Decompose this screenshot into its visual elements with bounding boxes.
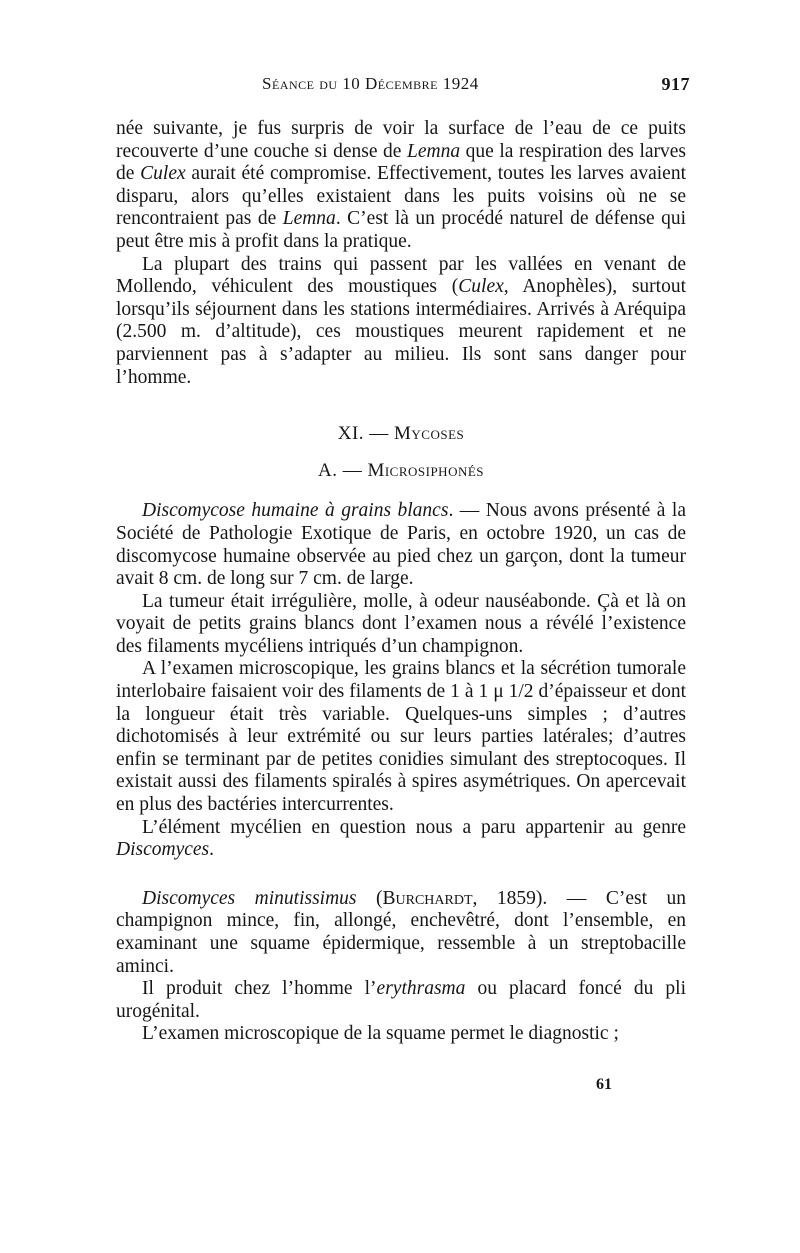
running-title: Séance du 10 Décembre 1924 bbox=[262, 74, 479, 93]
italic-genus: Discomyces bbox=[116, 839, 210, 861]
signature-number: 61 bbox=[596, 1076, 612, 1093]
text-span: ou placard foncé du pli urogénital. bbox=[116, 978, 686, 1022]
paragraph-tumeur: La tumeur était irrégulière, molle, à odeur nauséabonde. Çà et là on voyait de petits grains blancs dont l’examen nous a révélé l’existence des filaments mycéliens intriqués d’un champignon. bbox=[116, 590, 686, 657]
italic-culex: Culex bbox=[140, 163, 186, 185]
text-span: que la respiration des larves de bbox=[116, 140, 687, 185]
text-span: ( bbox=[356, 887, 383, 909]
page-number: 917 bbox=[661, 74, 690, 94]
text-span: . bbox=[209, 839, 215, 861]
text-span: , 1859). — C’est un champignon mince, fin, allongé, enchevêtré, dont l’ensemble, en examinant une squame épidermique, ressemble à un streptobacille aminci. bbox=[116, 887, 686, 977]
author-name: Burchardt bbox=[382, 887, 473, 909]
italic-lemna: Lemna bbox=[407, 140, 461, 162]
italic-lemna: Lemna bbox=[282, 208, 336, 230]
text-span: , Anophèles), surtout lorsqu’ils séjournent dans les stations intermédiaires. Arrivés à Aréquipa (2.500 m. d’altitude), ces moustiques meurent rapidement et ne parviennent pas à s’adapter au milieu. Ils sont sans danger pour l’homme. bbox=[116, 276, 687, 388]
paragraph-discomycose bbox=[116, 500, 686, 590]
paragraph-erythrasma bbox=[116, 978, 686, 1023]
paragraph-element bbox=[116, 817, 686, 862]
text-span: née suivante, je fus surpris de voir la surface de l’eau de ce puits recouverte d’une couche si dense de bbox=[116, 118, 686, 162]
paragraph-minutissimus bbox=[116, 888, 686, 978]
text-span: . C’est là un procédé naturel de défense qui peut être mis à profit dans la pratique. bbox=[116, 208, 687, 252]
page-header bbox=[112, 74, 690, 102]
italic-term: Discomycose humaine à grains blancs bbox=[142, 500, 449, 522]
paragraph-examen: A l’examen microscopique, les grains blancs et la sécrétion tumorale interlobaire faisaient voir des filaments de 1 à 1 μ 1/2 d’épaisseur et dont la longueur était très variable. Quelques-uns simples ; d’autres dichotomisés à leur extrémité ou sur leurs parties latérales; d’autres enfin se terminant par de petites conidies simulant des streptocoques. Il existait aussi des filaments spiralés à spires asymétriques. On apercevait en plus des bactéries intercurrentes. bbox=[116, 658, 686, 816]
paragraph-moustiques bbox=[116, 254, 686, 390]
body-text bbox=[116, 118, 686, 1046]
text-span: aurait été compromise. Effectivement, toutes les larves avaient disparu, alors qu’elles existaient dans les puits voisins où ne se rencontraient pas de bbox=[116, 163, 687, 230]
paragraph-lemna bbox=[116, 118, 686, 254]
section-title-mycoses: XI. — Mycoses bbox=[337, 423, 465, 445]
italic-species: Discomyces minutissimus bbox=[142, 887, 357, 909]
subsection-title-microsiphones: A. — Microsiphonés bbox=[317, 459, 485, 481]
text-span: La plupart des trains qui passent par les vallées en venant de Mollendo, véhiculent des moustiques ( bbox=[116, 253, 686, 298]
italic-culex: Culex bbox=[458, 276, 504, 298]
italic-erythrasma: erythrasma bbox=[376, 978, 466, 1000]
text-span: L’élément mycélien en question nous a paru appartenir au genre bbox=[142, 816, 686, 838]
paragraph-diagnostic: L’examen microscopique de la squame permet le diagnostic ; bbox=[142, 1023, 619, 1045]
text-span: Il produit chez l’homme l’ bbox=[142, 978, 377, 1000]
text-span: . — Nous avons présenté à la Société de Pathologie Exotique de Paris, en octobre 1920, un cas de discomycose humaine observée au pied chez un garçon, dont la tumeur avait 8 cm. de long sur 7 cm. de large. bbox=[116, 500, 687, 590]
